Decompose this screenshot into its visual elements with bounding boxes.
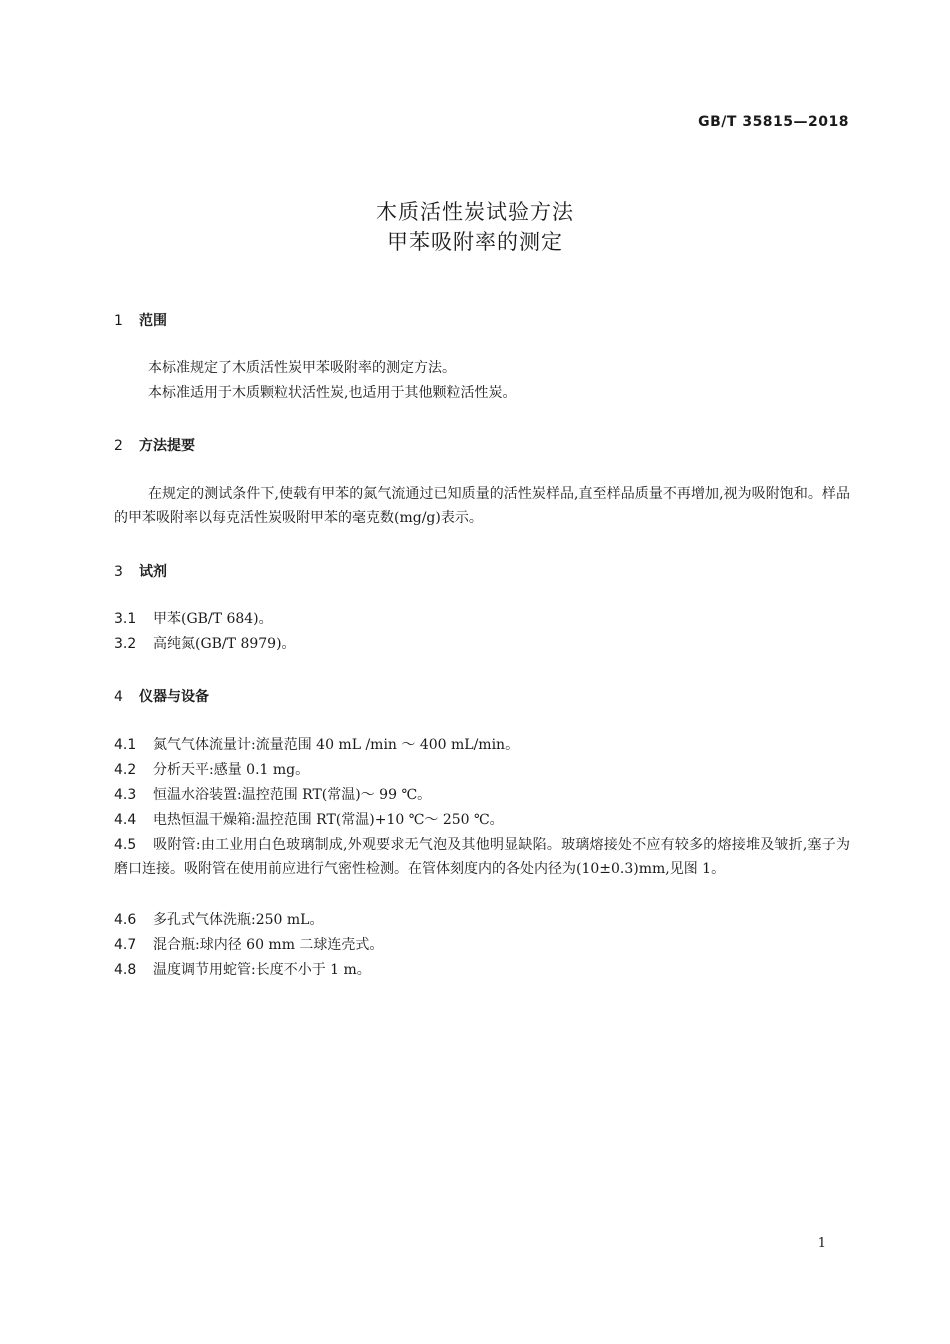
section-heading-scope	[114, 310, 167, 330]
item-number: 4.8	[114, 962, 137, 978]
item-number: 4.4	[114, 812, 137, 828]
item-text: 氮气气体流量计:流量范围 40 mL /min ～ 400 mL/min。	[153, 737, 520, 753]
list-item	[114, 607, 850, 631]
section-heading-reagents	[114, 561, 167, 581]
section-title: 仪器与设备	[139, 689, 209, 705]
section-number: 4	[114, 689, 123, 705]
list-item	[114, 733, 850, 757]
list-item	[114, 933, 850, 957]
list-item	[114, 783, 850, 807]
paragraph: 本标准规定了木质活性炭甲苯吸附率的测定方法。	[148, 360, 456, 376]
page-title	[0, 197, 950, 257]
list-item	[114, 958, 850, 982]
document-code: GB/T 35815—2018	[698, 114, 849, 130]
section-title: 试剂	[139, 564, 167, 580]
item-number: 4.5	[114, 837, 137, 853]
section-number: 3	[114, 564, 123, 580]
item-number: 3.1	[114, 611, 137, 627]
item-number: 4.1	[114, 737, 137, 753]
list-item	[114, 833, 850, 881]
page-number: 1	[817, 1236, 826, 1251]
item-number: 4.6	[114, 912, 137, 928]
section-title: 方法提要	[139, 438, 195, 454]
title-line-2: 甲苯吸附率的测定	[387, 230, 563, 254]
paragraph: 本标准适用于木质颗粒状活性炭,也适用于其他颗粒活性炭。	[148, 385, 517, 401]
item-number: 4.2	[114, 762, 137, 778]
paragraph: 在规定的测试条件下,使载有甲苯的氮气流通过已知质量的活性炭样品,直至样品质量不再增加,视为吸附饱和。样品的甲苯吸附率以每克活性炭吸附甲苯的毫克数(mg/g)表示。	[114, 486, 850, 526]
list-item	[114, 808, 850, 832]
item-number: 4.3	[114, 787, 137, 803]
section-number: 2	[114, 438, 123, 454]
item-text: 甲苯(GB/T 684)。	[153, 611, 273, 627]
item-text: 多孔式气体洗瓶:250 mL。	[153, 912, 324, 928]
item-text: 高纯氮(GB/T 8979)。	[153, 636, 296, 652]
item-text: 吸附管:由工业用白色玻璃制成,外观要求无气泡及其他明显缺陷。玻璃熔接处不应有较多的熔接堆及皱折,塞子为磨口连接。吸附管在使用前应进行气密性检测。在管体刻度内的各处内径为(10±0.3)mm,见图 1。	[114, 837, 850, 877]
list-item	[114, 908, 850, 932]
item-text: 混合瓶:球内径 60 mm 二球连壳式。	[153, 937, 384, 953]
section-heading-method	[114, 435, 195, 455]
title-line-1: 木质活性炭试验方法	[376, 200, 574, 224]
list-item	[114, 758, 850, 782]
item-text: 恒温水浴装置:温控范围 RT(常温)～ 99 ℃。	[153, 787, 432, 803]
item-text: 分析天平:感量 0.1 mg。	[153, 762, 310, 778]
item-text: 温度调节用蛇管:长度不小于 1 m。	[153, 962, 371, 978]
section-number: 1	[114, 313, 123, 329]
item-number: 3.2	[114, 636, 137, 652]
section-title: 范围	[139, 313, 167, 329]
list-item	[114, 632, 850, 656]
item-number: 4.7	[114, 937, 137, 953]
item-text: 电热恒温干燥箱:温控范围 RT(常温)+10 ℃～ 250 ℃。	[153, 812, 504, 828]
section-heading-apparatus	[114, 686, 209, 706]
